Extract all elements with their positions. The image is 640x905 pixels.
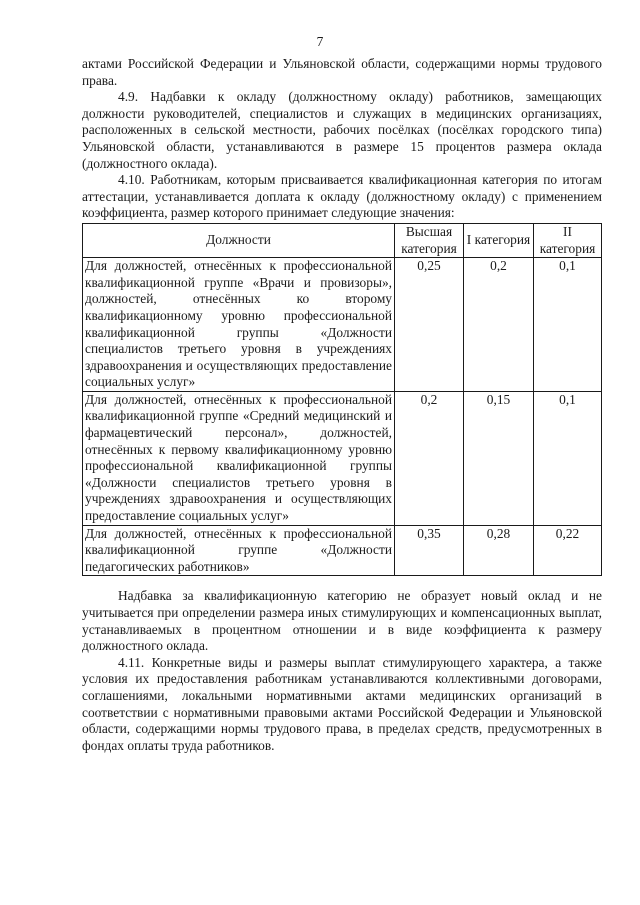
document-body: [82, 56, 602, 754]
table-row: [83, 391, 602, 525]
paragraph-continuation: актами Российской Федерации и Ульяновской области, содержащими нормы трудового права.: [82, 56, 602, 88]
row-position: Для должностей, отнесённых к профессиональной квалификационной группе «Врачи и провизоры», должностей, отнесённых ко второму квалификационному уровню профессиональной квалификационной группы «Должности специалистов третьего уровня в учреждениях здравоохранения и осуществляющих предоставление социальных услуг»: [83, 258, 395, 392]
row-first-value: 0,28: [464, 525, 534, 576]
qualification-coefficient-table: [82, 223, 602, 576]
table-row: [83, 525, 602, 576]
paragraph-4-9: 4.9. Надбавки к окладу (должностному окладу) работников, замещающих должности руководителей, специалистов и служащих в медицинских организациях, расположенных в сельской местности, рабочих посёлках (посёлках городского типа) Ульяновской области, устанавливаются в размере 15 процентов размера оклада (должностного оклада).: [82, 89, 602, 171]
row-first-value: 0,2: [464, 258, 534, 392]
paragraph-4-11: 4.11. Конкретные виды и размеры выплат стимулирующего характера, а также условия их предоставления работникам устанавливаются коллективными договорами, соглашениями, локальными нормативными актами медицинских организаций в соответствии с нормативными правовыми актами Российской Федерации и Ульяновской области, содержащими нормы трудового права, в пределах средств, предусмотренных в фондах оплаты труда работников.: [82, 654, 602, 753]
row-second-value: 0,22: [534, 525, 602, 576]
paragraph-4-10: 4.10. Работникам, которым присваивается квалификационная категория по итогам аттестации, устанавливается доплата к окладу (должностному окладу) с применением коэффициента, размер которого принимает следующие значения:: [82, 172, 602, 221]
row-highest-value: 0,2: [395, 391, 464, 525]
header-second-category: II категория: [534, 223, 602, 257]
page-number: 7: [316, 34, 324, 49]
header-first-category: I категория: [464, 223, 534, 257]
row-first-value: 0,15: [464, 391, 534, 525]
header-positions: Должности: [83, 223, 395, 257]
row-highest-value: 0,35: [395, 525, 464, 576]
row-position: Для должностей, отнесённых к профессиональной квалификационной группе «Средний медицинский и фармацевтический персонал», должностей, отнесённых к первому квалификационному уровню профессиональной квалификационной группы «Должности специалистов третьего уровня в учреждениях здравоохранения и осуществляющих предоставление социальных услуг»: [83, 391, 395, 525]
table-header-row: [83, 223, 602, 257]
header-highest-category: Высшая категория: [395, 223, 464, 257]
row-second-value: 0,1: [534, 391, 602, 525]
row-position: Для должностей, отнесённых к профессиональной квалификационной группе «Должности педагогических работников»: [83, 525, 395, 576]
row-second-value: 0,1: [534, 258, 602, 392]
row-highest-value: 0,25: [395, 258, 464, 392]
table-row: [83, 258, 602, 392]
paragraph-category-note: Надбавка за квалификационную категорию не образует новый оклад и не учитывается при определении размера иных стимулирующих и компенсационных выплат, устанавливаемых в процентном отношении и в виде коэффициента к размеру должностного оклада.: [82, 588, 602, 654]
